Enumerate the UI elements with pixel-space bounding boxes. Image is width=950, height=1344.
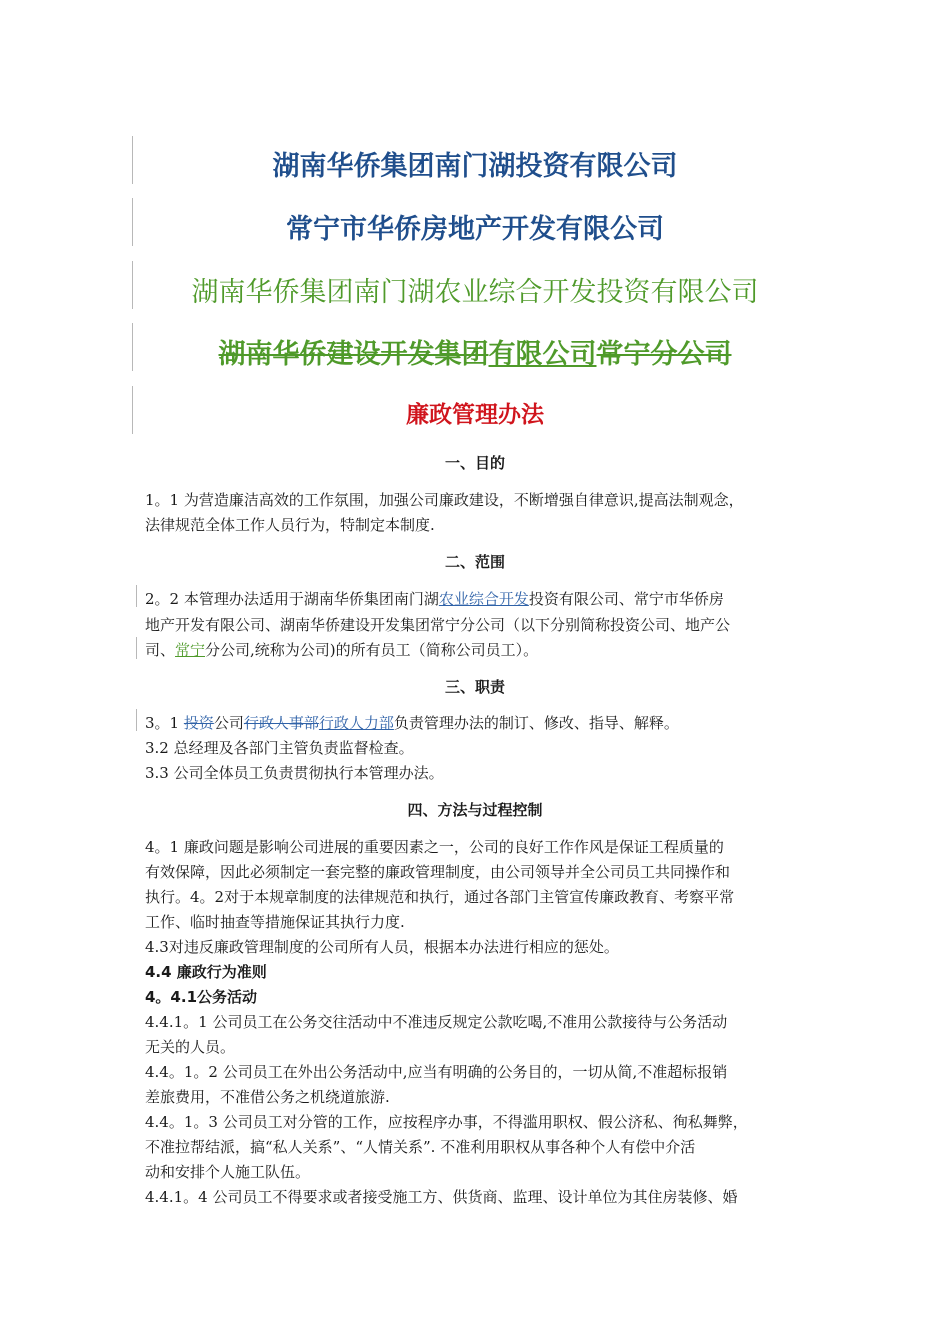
document-title: 廉政管理办法 xyxy=(406,402,544,428)
section-heading: 四、方法与过程控制 xyxy=(407,801,543,819)
company-heading-2: 常宁市华侨房地产开发有限公司 xyxy=(286,214,664,245)
paragraph-line: 差旅费用，不准借公务之机绕道旅游. xyxy=(145,1088,390,1106)
paragraph-line: 4.4。1。3 公司员工对分管的工作，应按程序办事，不得滥用职权、假公济私、徇私舞弊， xyxy=(145,1113,748,1131)
inserted-text: 常宁 xyxy=(175,641,206,659)
inserted-text: 农业综合开发 xyxy=(438,590,529,608)
paragraph-line: 地产开发有限公司、湖南华侨建设开发集团常宁分公司（以下分别简称投资公司、地产公 xyxy=(145,616,731,634)
paragraph-line xyxy=(145,588,724,609)
heading-4-deleted: 湖南华侨建设开发集团 xyxy=(218,339,489,370)
heading-4-modified: 有限公司 xyxy=(488,339,597,370)
text-run: 投资有限公司、常宁市华侨房 xyxy=(528,590,724,608)
paragraph-line: 有效保障，因此必须制定一套完整的廉政管理制度，由公司领导并全公司员工共同操作和 xyxy=(145,863,731,881)
text-run: 司、 xyxy=(145,641,176,659)
inserted-text: 行政人力部 xyxy=(318,714,394,732)
paragraph-line: 不准拉帮结派，搞“私人关系”、“人情关系”. 不准利用职权从事各种个人有偿中介活 xyxy=(145,1138,696,1156)
company-heading-3: 湖南华侨集团南门湖农业综合开发投资有限公司 xyxy=(191,277,759,308)
subsection-heading: 4.4 廉政行为准则 xyxy=(145,963,267,981)
paragraph-line: 1。1 为营造廉洁高效的工作氛围，加强公司廉政建设，不断增强自律意识,提高法制观念， xyxy=(145,491,744,509)
text-run: 分公司,统称为公司)的所有员工（简称公司员工）。 xyxy=(205,641,539,659)
text-run: 负责管理办法的制订、修改、指导、解释。 xyxy=(393,714,679,732)
paragraph-line: 4.4.1。1 公司员工在公务交往活动中不准违反规定公款吃喝,不准用公款接待与公务活动 xyxy=(145,1013,728,1031)
heading-4-inserted: 常宁分公司 xyxy=(596,339,732,370)
paragraph-line xyxy=(145,639,538,660)
paragraph-line: 无关的人员。 xyxy=(145,1038,236,1056)
subsection-heading: 4。4.1公务活动 xyxy=(145,988,258,1006)
paragraph-line: 动和安排个人施工队伍。 xyxy=(145,1163,311,1181)
company-heading-4 xyxy=(0,332,950,371)
paragraph-line: 工作、临时抽查等措施保证其执行力度. xyxy=(145,913,405,931)
change-bar xyxy=(136,585,137,607)
change-bar xyxy=(136,709,137,731)
paragraph-line: 4.3对违反廉政管理制度的公司所有人员，根据本办法进行相应的惩处。 xyxy=(145,938,619,956)
paragraph-line: 3.3 公司全体员工负责贯彻执行本管理办法。 xyxy=(145,764,444,782)
paragraph-line: 3.2 总经理及各部门主管负责监督检查。 xyxy=(145,739,414,757)
paragraph-line: 法律规范全体工作人员行为，特制定本制度. xyxy=(145,516,435,534)
text-run: 公司 xyxy=(213,714,244,732)
section-heading: 一、目的 xyxy=(444,454,505,472)
section-heading: 二、范围 xyxy=(444,553,505,571)
company-heading-1: 湖南华侨集团南门湖投资有限公司 xyxy=(272,151,678,182)
paragraph-line: 执行。4。2对于本规章制度的法律规范和执行，通过各部门主管宣传廉政教育、考察平常 xyxy=(145,888,735,906)
paragraph-line: 4。1 廉政问题是影响公司进展的重要因素之一，公司的良好工作作风是保证工程质量的 xyxy=(145,838,724,856)
text-run: 2。2 本管理办法适用于湖南华侨集团南门湖 xyxy=(145,590,439,608)
paragraph-line: 4.4。1。2 公司员工在外出公务活动中,应当有明确的公务目的，一切从简,不准超标报销 xyxy=(145,1063,728,1081)
change-bar xyxy=(136,637,137,659)
deleted-text: 投资 xyxy=(183,714,214,732)
paragraph-line xyxy=(145,712,679,733)
text-run: 3。1 xyxy=(145,714,184,732)
section-heading: 三、职责 xyxy=(444,678,505,696)
paragraph-line: 4.4.1。4 公司员工不得要求或者接受施工方、供货商、监理、设计单位为其住房装修、婚 xyxy=(145,1188,738,1206)
deleted-text: 行政人事部 xyxy=(243,714,319,732)
